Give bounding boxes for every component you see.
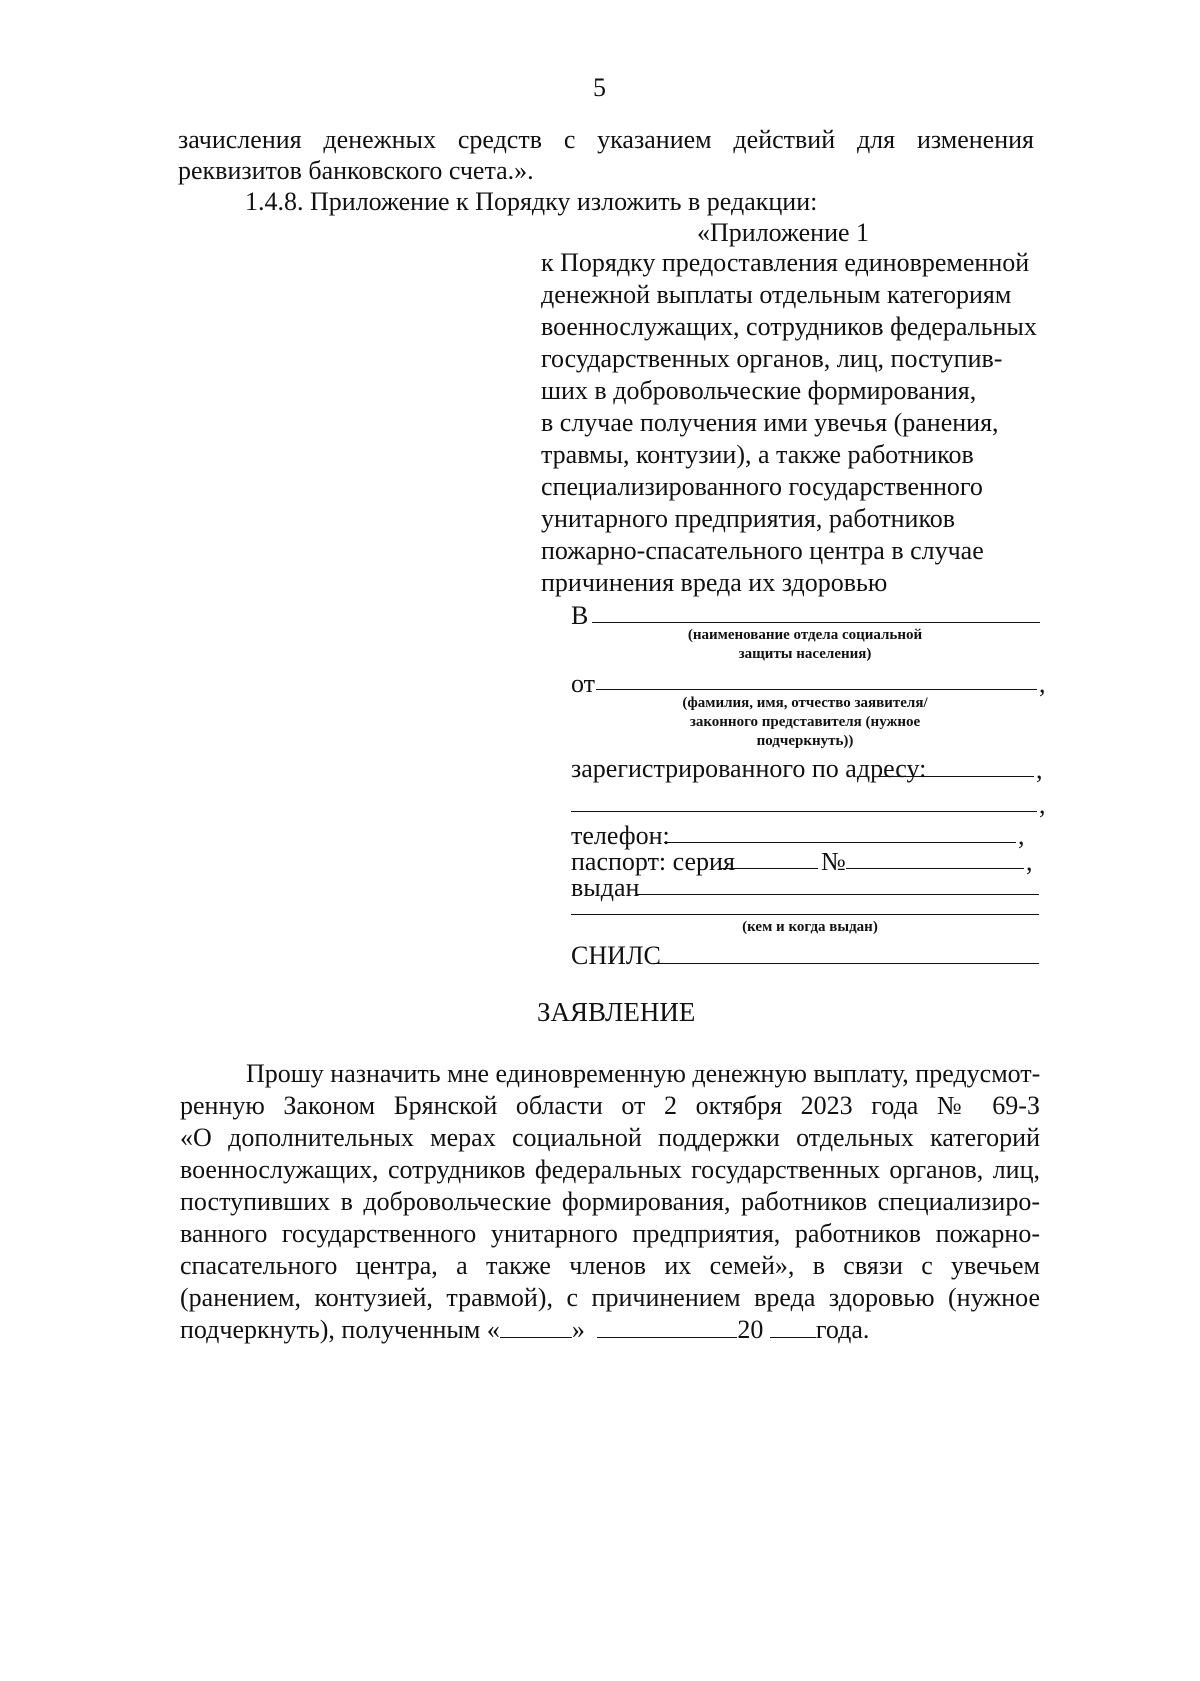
intro-line-1: зачисления денежных средств с указанием действий для изменения xyxy=(178,125,1034,154)
statement-line: поступивших в добровольческие формирования, работников специализиро- xyxy=(180,1187,1040,1216)
issued-field[interactable] xyxy=(636,894,1039,895)
statement-last-prefix: подчеркнуть), полученным « xyxy=(180,1315,500,1344)
from-hint-1: (фамилия, имя, отчество заявителя/ xyxy=(682,695,928,711)
appendix-line: пожарно-спасательного центра в случае xyxy=(541,536,984,565)
intro-item: 1.4.8. Приложение к Порядку изложить в редакции: xyxy=(245,187,818,216)
address-field[interactable] xyxy=(878,776,1034,777)
statement-quote-close: » xyxy=(571,1315,585,1344)
appendix-line: государственных органов, лиц, поступив- xyxy=(541,344,1003,373)
address-comma: , xyxy=(1036,755,1043,784)
to-field[interactable] xyxy=(592,622,1040,623)
appendix-title: «Приложение 1 xyxy=(697,218,870,247)
date-month-field[interactable] xyxy=(597,1315,737,1338)
appendix-line: специализированного государственного xyxy=(541,472,983,501)
from-comma: , xyxy=(1039,669,1046,698)
phone-field[interactable] xyxy=(664,842,1016,843)
to-label: В xyxy=(571,601,589,630)
appendix-line: ших в добровольческие формирования, xyxy=(541,376,977,405)
passport-number-label: № xyxy=(821,847,846,876)
statement-line: ванного государственного унитарного предприятия, работников пожарно- xyxy=(180,1219,1040,1248)
page-number: 5 xyxy=(593,73,606,102)
issued-field-2[interactable] xyxy=(571,914,1039,915)
appendix-line: в случае получения ими увечья (ранения, xyxy=(541,408,999,437)
from-hint-2: законного представителя (нужное xyxy=(689,714,921,730)
appendix-line: денежной выплаты отдельным категориям xyxy=(541,280,1012,309)
passport-series-field[interactable] xyxy=(720,868,818,869)
appendix-line: к Порядку предоставления единовременной xyxy=(541,248,1030,277)
phone-comma: , xyxy=(1018,821,1025,850)
address-comma-2: , xyxy=(1039,790,1046,819)
passport-number-field[interactable] xyxy=(846,868,1024,869)
passport-label: паспорт: серия xyxy=(571,847,735,876)
snils-field[interactable] xyxy=(653,963,1039,964)
statement-line: «О дополнительных мерах социальной поддержки отдельных категорий xyxy=(180,1123,1040,1152)
statement-heading: ЗАЯВЛЕНИЕ xyxy=(537,997,696,1027)
intro-line-2: реквизитов банковского счета.». xyxy=(178,156,534,185)
statement-line: ренную Законом Брянской области от 2 октября 2023 года № 69-З xyxy=(180,1091,1040,1120)
passport-comma: , xyxy=(1026,847,1033,876)
to-hint-2: защиты населения) xyxy=(738,646,872,662)
from-label: от xyxy=(571,669,596,698)
statement-line: Прошу назначить мне единовременную денежную выплату, предусмот- xyxy=(246,1059,1041,1088)
statement-line: спасательного центра, а также членов их семей», в связи с увечьем xyxy=(180,1251,1040,1280)
to-hint-1: (наименование отдела социальной xyxy=(687,627,923,643)
snils-label: СНИЛС xyxy=(571,941,661,970)
date-day-field[interactable] xyxy=(500,1315,572,1338)
statement-last-line xyxy=(180,1314,869,1346)
issued-label: выдан xyxy=(571,873,640,902)
appendix-line: унитарного предприятия, работников xyxy=(541,504,956,533)
phone-label: телефон: xyxy=(571,821,670,850)
address-label: зарегистрированного по адресу: xyxy=(571,754,927,783)
date-year-field[interactable] xyxy=(770,1315,816,1338)
appendix-line: травмы, контузии), а также работников xyxy=(541,440,974,469)
from-hint-3: подчеркнуть)) xyxy=(756,733,854,749)
statement-year-prefix: 20 xyxy=(737,1315,764,1344)
statement-line: (ранением, контузией, травмой), с причинением вреда здоровью (нужное xyxy=(180,1283,1040,1312)
appendix-line: военнослужащих, сотрудников федеральных xyxy=(541,312,1037,341)
address-field-2[interactable] xyxy=(571,811,1037,812)
statement-last-suffix: года. xyxy=(815,1315,870,1344)
appendix-line: причинения вреда их здоровью xyxy=(541,568,888,597)
issued-hint: (кем и когда выдан) xyxy=(742,919,878,935)
from-field[interactable] xyxy=(596,689,1037,690)
statement-line: военнослужащих, сотрудников федеральных государственных органов, лиц, xyxy=(180,1155,1040,1184)
